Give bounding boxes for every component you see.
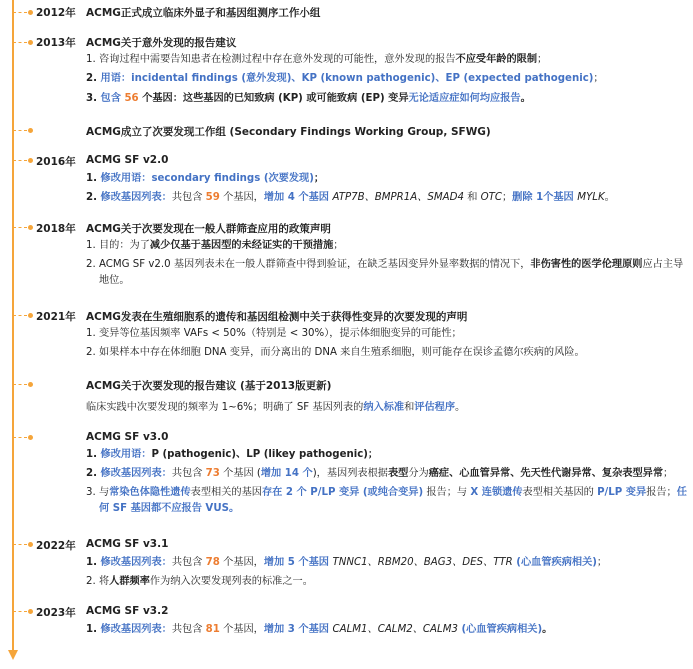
timeline-dot [28, 225, 33, 230]
year-label: 2016年 [36, 156, 76, 168]
list-item: 1. 修改基因列表：共包含 81 个基因，增加 3 个基因 CALM1、CALM2、CALM3 (心血管疾病相关)。 [86, 624, 553, 635]
list-item: 2. 将人群频率作为纳入次要发现列表的标准之一。 [86, 576, 313, 587]
entry-title: ACMG SF v2.0 [86, 154, 169, 166]
list-item: 3. 包含 56 个基因：这些基因的已知致病 (KP) 或可能致病 (EP) 变异无论适应症如何均应报告。 [86, 93, 531, 104]
entry-title: ACMG关于次要发现的报告建议 (基于2013版更新) [86, 380, 332, 392]
connector [13, 315, 27, 316]
connector [13, 437, 27, 438]
entry-title: ACMG SF v3.0 [86, 431, 169, 443]
list-item: 2. ACMG SF v2.0 基因列表未在一般人群筛查中得到验证，在缺乏基因变异外显率数据的情况下，非伤害性的医学伦理原则应占主导地位。 [86, 259, 684, 286]
connector [13, 384, 27, 385]
list-item: 2. 用语：incidental findings (意外发现)、KP (known pathogenic)、EP (expected pathogenic)； [86, 73, 604, 84]
timeline-dot [28, 128, 33, 133]
year-label: 2012年 [36, 7, 76, 19]
year-label: 2022年 [36, 540, 76, 552]
connector [13, 544, 27, 545]
list-item: 1. 修改用语：secondary findings (次要发现)； [86, 173, 325, 184]
year-label: 2023年 [36, 607, 76, 619]
year-label: 2013年 [36, 37, 76, 49]
connector [13, 130, 27, 131]
timeline-dot [28, 435, 33, 440]
connector [13, 42, 27, 43]
timeline-dot [28, 40, 33, 45]
list-item: 2. 修改基因列表：共包含 59 个基因，增加 4 个基因 ATP7B、BMPR1A、SMAD4 和 OTC；删除 1个基因 MYLK。 [86, 192, 615, 203]
timeline-dot [28, 158, 33, 163]
timeline-dot [28, 382, 33, 387]
connector [13, 160, 27, 161]
entry-title: ACMG SF v3.2 [86, 605, 169, 617]
list-item: 1. 目的：为了减少仅基于基因型的未经证实的干预措施； [86, 240, 344, 251]
timeline-dot [28, 313, 33, 318]
timeline-dot [28, 10, 33, 15]
list-item: 1. 变异等位基因频率 VAFs < 50%（特别是 < 30%），提示体细胞变异的可能性； [86, 328, 462, 339]
timeline-dot [28, 542, 33, 547]
list-item: 1. 修改基因列表：共包含 78 个基因，增加 5 个基因 TNNC1、RBM20、BAG3、DES、TTR (心血管疾病相关)； [86, 557, 608, 568]
list-item: 2. 修改基因列表：共包含 73 个基因 (增加 14 个)，基因列表根据表型分为癌症、心血管异常、先天性代谢异常、复杂表型异常； [86, 468, 674, 479]
connector [13, 611, 27, 612]
connector [13, 227, 27, 228]
connector [13, 12, 27, 13]
list-item: 1. 咨询过程中需要告知患者在检测过程中存在意外发现的可能性，意外发现的报告不应受年龄的限制； [86, 54, 548, 65]
list-item: 3. 与常染色体隐性遗传表型相关的基因存在 2 个 P/LP 变异 (或纯合变异) 报告；与 X 连锁遗传表型相关基因的 P/LP 变异报告；任何 SF 基因都不应报告 VUS。 [86, 487, 687, 514]
timeline-axis [12, 0, 14, 652]
year-label: 2018年 [36, 223, 76, 235]
entry-title: ACMG SF v3.1 [86, 538, 169, 550]
entry-title: ACMG正式成立临床外显子和基因组测序工作小组 [86, 7, 321, 19]
timeline-dot [28, 609, 33, 614]
list-item: 1. 修改用语：P (pathogenic)、LP (likey pathogenic)； [86, 449, 379, 460]
year-label: 2021年 [36, 311, 76, 323]
entry-description: 临床实践中次要发现的频率为 1~6%；明确了 SF 基因列表的纳入标准和评估程序。 [86, 402, 466, 413]
entry-title: ACMG关于意外发现的报告建议 [86, 37, 237, 49]
entry-title: ACMG发表在生殖细胞系的遗传和基因组检测中关于获得性变异的次要发现的声明 [86, 311, 468, 323]
entry-title: ACMG关于次要发现在一般人群筛查应用的政策声明 [86, 223, 331, 235]
list-item: 2. 如果样本中存在体细胞 DNA 变异，而分离出的 DNA 来自生殖系细胞，则可能存在误诊孟德尔疾病的风险。 [86, 347, 585, 358]
timeline-arrow-icon [8, 650, 18, 660]
entry-title: ACMG成立了次要发现工作组 (Secondary Findings Working Group, SFWG) [86, 126, 491, 138]
